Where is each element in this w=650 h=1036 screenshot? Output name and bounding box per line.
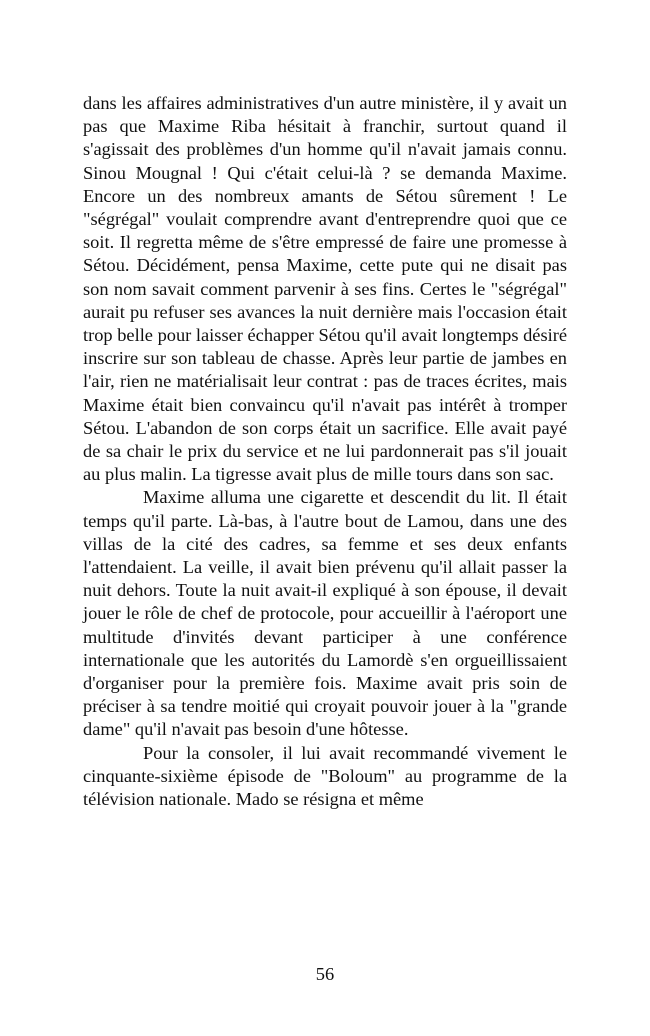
- paragraph-2: Maxime alluma une cigarette et descendit du lit. Il était temps qu'il parte. Là-bas, à l'autre bout de Lamou, dans une des villas de la cité des cadres, sa femme et ses deux enfants l'attendaient. La veille, il avait bien prévenu qu'il allait passer la nuit dehors. Toute la nuit avait-il expliqué à son épouse, il devait jouer le rôle de chef de protocole, pour accueillir à l'aéroport une multitude d'invités devant participer à une conférence internationale que les autorités du Lamordè s'en orgueillissaient d'organiser pour la première fois. Maxime avait pris soin de préciser à sa tendre moitié qui croyait pouvoir jouer à la "grande dame" qu'il n'avait pas besoin d'une hôtesse.: [83, 487, 567, 740]
- body-text: [83, 92, 567, 811]
- page-number: 56: [315, 964, 335, 984]
- paragraph-1: dans les affaires administratives d'un autre ministère, il y avait un pas que Maxime Riba hésitait à franchir, surtout quand il s'agissait des problèmes d'un homme qu'il n'avait jamais connu. Sinou Mougnal ! Qui c'était celui-là ? se demanda Maxime. Encore un des nombreux amants de Sétou sûrement ! Le "ségrégal" voulait comprendre avant d'entreprendre quoi que ce soit. Il regretta même de s'être empressé de faire une promesse à Sétou. Décidément, pensa Maxime, cette pute qui ne disait pas son nom savait comment parvenir à ses fins. Certes le "ségrégal" aurait pu refuser ses avances la nuit dernière mais l'occasion était trop belle pour laisser échapper Sétou qu'il avait longtemps désiré inscrire sur son tableau de chasse. Après leur partie de jambes en l'air, rien ne matérialisait leur contrat : pas de traces écrites, mais Maxime était bien convaincu qu'il n'avait pas intérêt à tromper Sétou. L'abandon de son corps était un sacrifice. Elle avait payé de sa chair le prix du service et ne lui pardonnerait pas s'il jouait au plus malin. La tigresse avait plus de mille tours dans son sac.: [83, 93, 567, 485]
- paragraph-3: Pour la consoler, il lui avait recommandé vivement le cinquante-sixième épisode de "Boloum" au programme de la télévision nationale. Mado se résigna et même: [83, 742, 567, 810]
